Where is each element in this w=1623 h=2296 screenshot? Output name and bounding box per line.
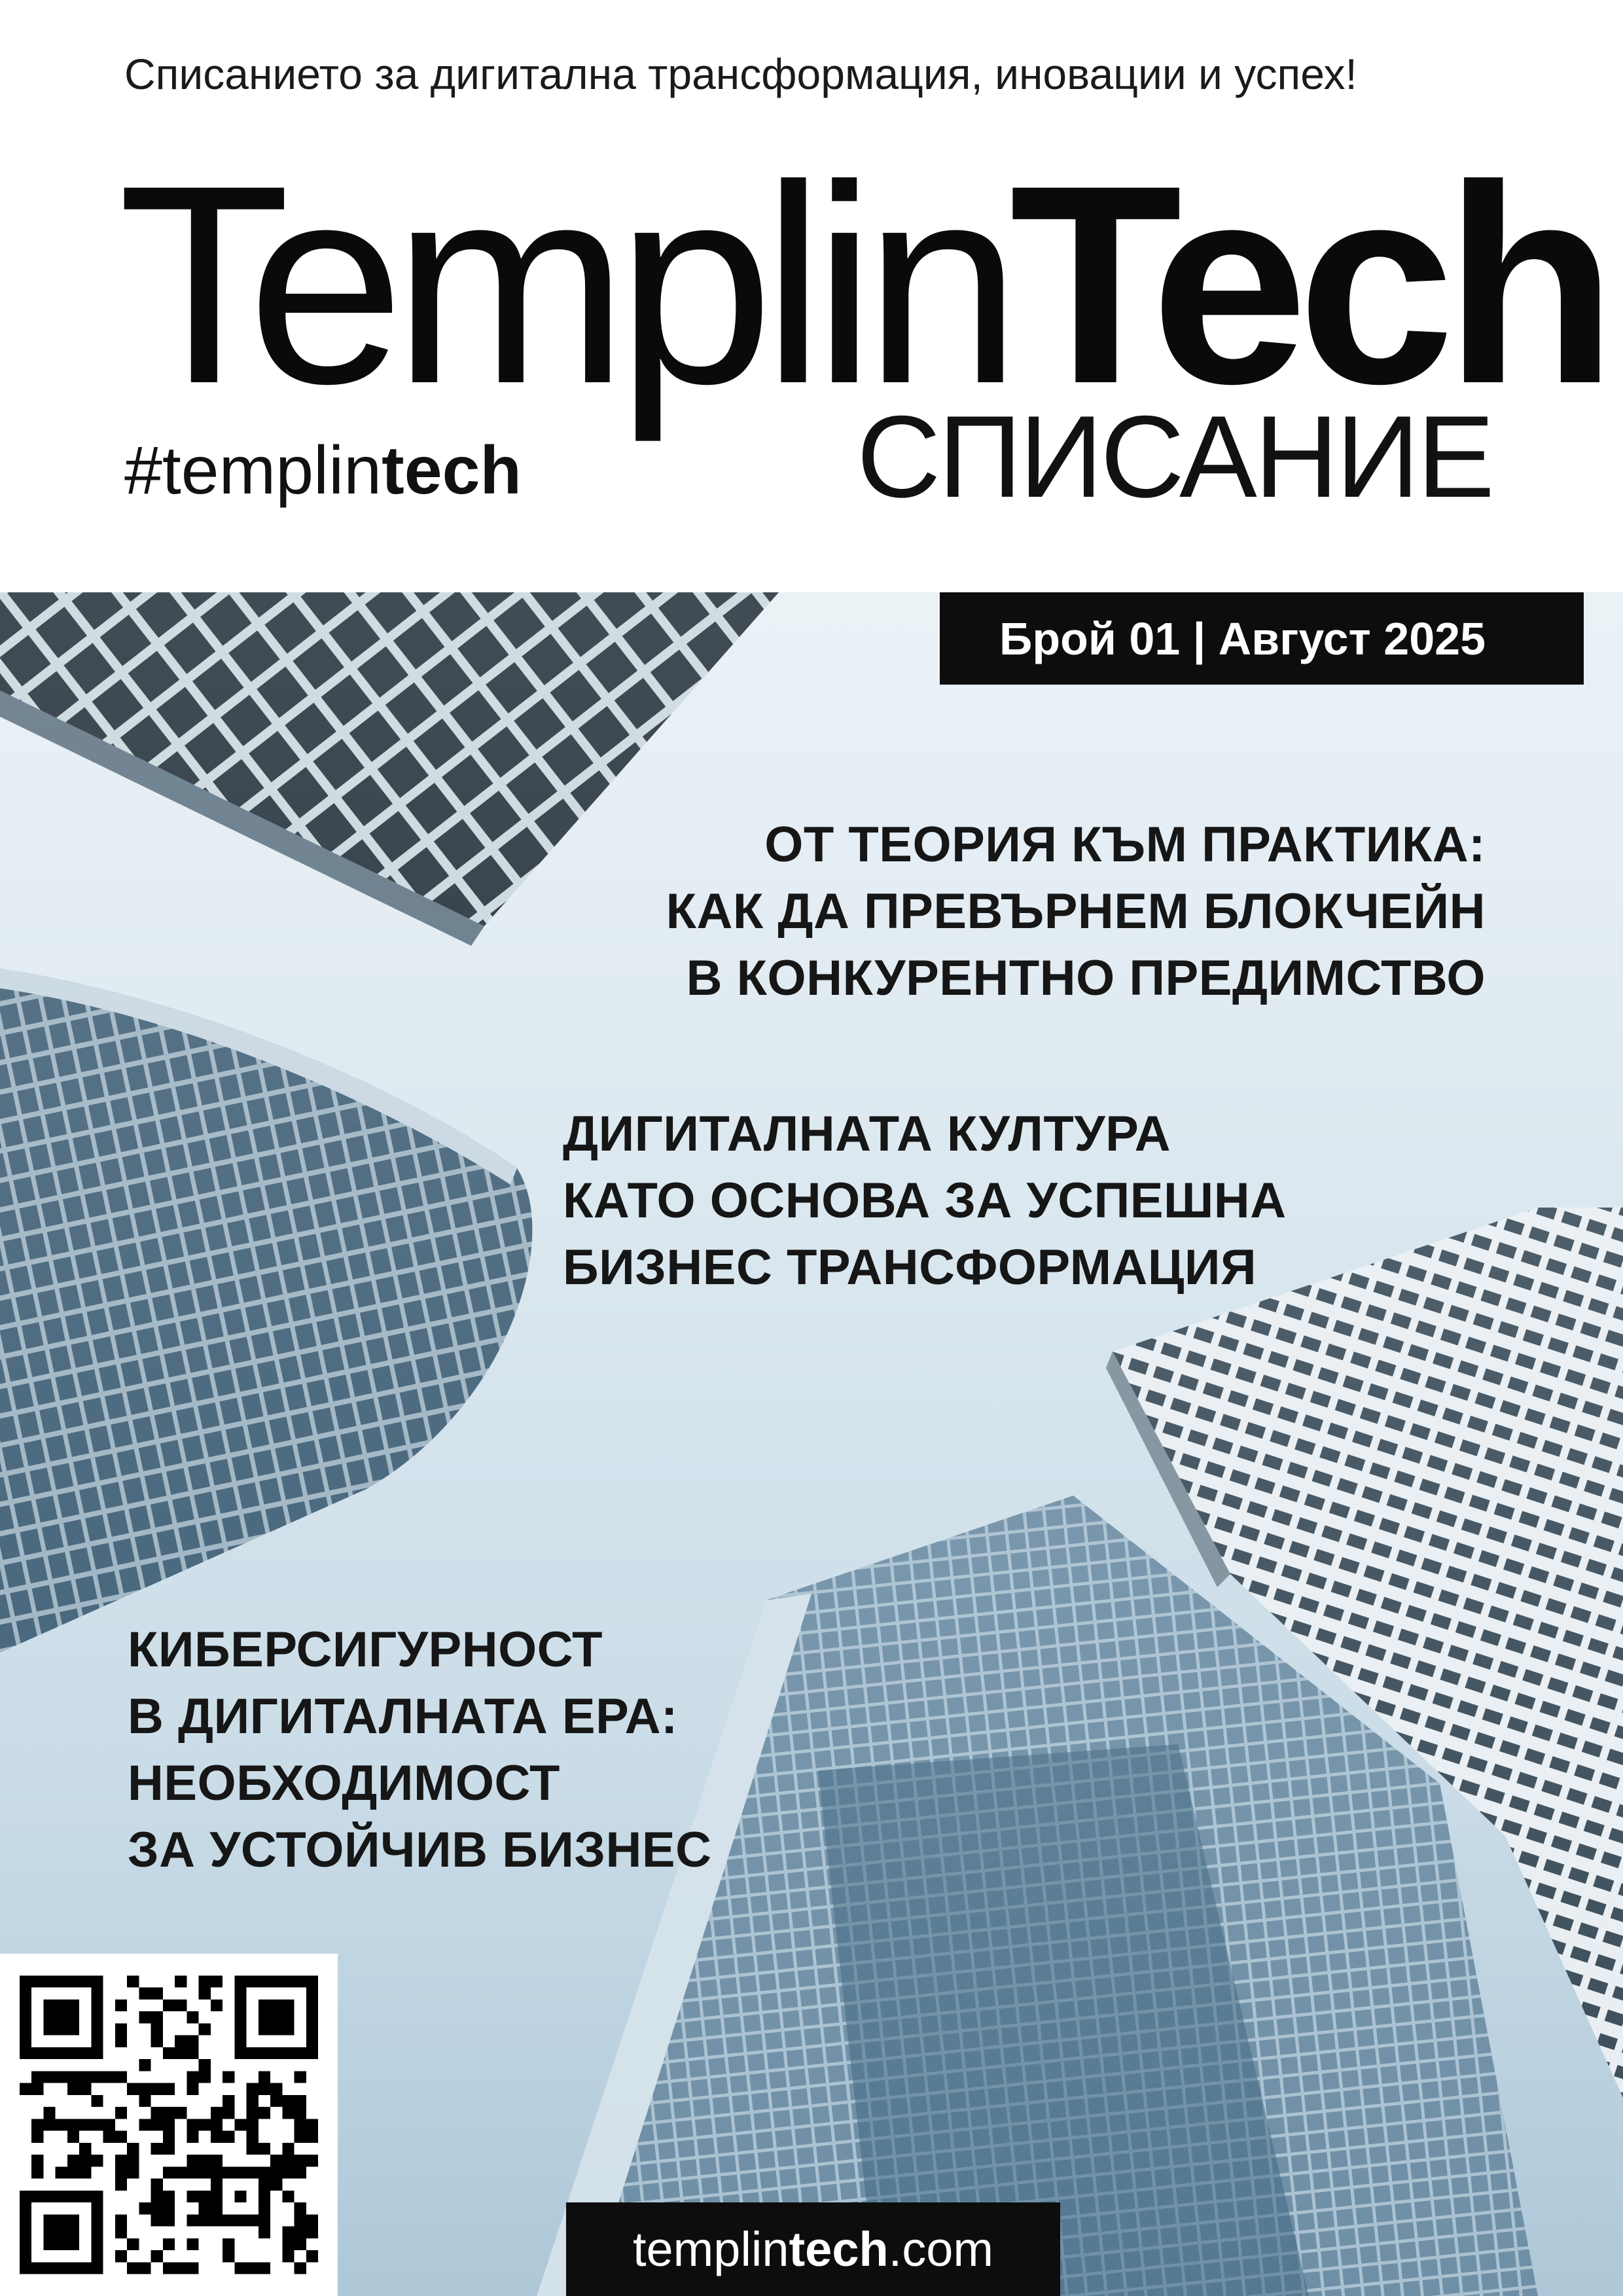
magazine-label: СПИСАНИЕ	[857, 391, 1492, 522]
headline-line: НЕОБХОДИМОСТ	[128, 1755, 560, 1811]
headline-line: КИБЕРСИГУРНОСТ	[128, 1622, 603, 1677]
masthead-logo	[118, 126, 1607, 442]
hashtag-bold: tech	[382, 433, 522, 509]
headline-line: ОТ ТЕОРИЯ КЪМ ПРАКТИКА:	[764, 817, 1486, 872]
headline-line: В ДИГИТАЛНАТА ЕРА:	[128, 1689, 678, 1744]
logo-templin: Templin	[118, 126, 1010, 442]
headline-line: КАК ДА ПРЕВЪРНЕМ БЛОКЧЕЙН	[666, 884, 1486, 939]
issue-badge: Брой 01 | Август 2025	[940, 592, 1584, 685]
headline-line: ДИГИТАЛНАТА КУЛТУРА	[563, 1106, 1171, 1162]
headline-blockchain[interactable]	[666, 812, 1486, 1012]
website-prefix: templin	[632, 2222, 789, 2276]
hashtag	[124, 432, 522, 510]
website-bold: tech	[789, 2222, 889, 2276]
headline-line: ЗА УСТОЙЧИВ БИЗНЕС	[128, 1822, 712, 1878]
headline-cybersecurity[interactable]	[128, 1617, 712, 1884]
qr-code[interactable]	[0, 1954, 338, 2296]
headline-line: В КОНКУРЕНТНО ПРЕДИМСТВО	[686, 950, 1486, 1006]
headline-digital-culture[interactable]	[563, 1101, 1287, 1301]
website-link[interactable]	[566, 2202, 1060, 2296]
website-suffix: .com	[888, 2222, 994, 2276]
headline-line: БИЗНЕС ТРАНСФОРМАЦИЯ	[563, 1240, 1257, 1295]
hashtag-light: #templin	[124, 433, 382, 509]
tagline: Списанието за дигитална трансформация, иновации и успех!	[124, 50, 1357, 98]
qr-code-icon	[20, 1973, 318, 2276]
logo-tech: Tech	[1009, 126, 1607, 442]
headline-line: КАТО ОСНОВА ЗА УСПЕШНА	[563, 1173, 1287, 1229]
